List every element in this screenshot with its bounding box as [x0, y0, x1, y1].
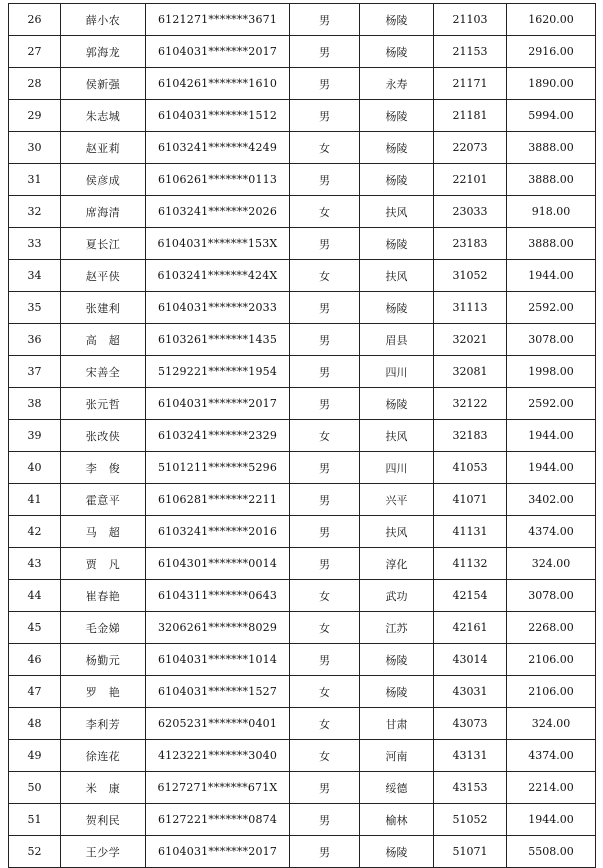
id-number-cell: 6104031*******2017: [146, 388, 290, 420]
amount-cell: 4374.00: [507, 516, 596, 548]
person-name-cell: 张改侠: [61, 420, 146, 452]
row-number-cell: 34: [9, 260, 61, 292]
id-number-cell: 6104301*******0014: [146, 548, 290, 580]
table-row: [9, 612, 596, 644]
person-name-cell: 薛小农: [61, 4, 146, 36]
origin-place-cell: 扶风: [360, 420, 434, 452]
origin-place-cell: 河南: [360, 740, 434, 772]
id-number-cell: 6104031*******1014: [146, 644, 290, 676]
code-number-cell: 43131: [434, 740, 507, 772]
id-number-cell: 5101211*******5296: [146, 452, 290, 484]
table-row: [9, 196, 596, 228]
table-row: [9, 644, 596, 676]
code-number-cell: 32183: [434, 420, 507, 452]
table-row: [9, 740, 596, 772]
table-row: [9, 4, 596, 36]
id-number-cell: 6104031*******2033: [146, 292, 290, 324]
person-name-cell: 高 超: [61, 324, 146, 356]
row-number-cell: 44: [9, 580, 61, 612]
code-number-cell: 41071: [434, 484, 507, 516]
gender-cell: 女: [290, 420, 360, 452]
table-row: [9, 772, 596, 804]
amount-cell: 1944.00: [507, 260, 596, 292]
person-name-cell: 张建利: [61, 292, 146, 324]
row-number-cell: 32: [9, 196, 61, 228]
table-row: [9, 292, 596, 324]
amount-cell: 2592.00: [507, 388, 596, 420]
origin-place-cell: 杨陵: [360, 676, 434, 708]
amount-cell: 1944.00: [507, 452, 596, 484]
gender-cell: 男: [290, 292, 360, 324]
amount-cell: 1944.00: [507, 804, 596, 836]
amount-cell: 918.00: [507, 196, 596, 228]
origin-place-cell: 扶风: [360, 260, 434, 292]
origin-place-cell: 榆林: [360, 804, 434, 836]
amount-cell: 2106.00: [507, 676, 596, 708]
id-number-cell: 6104031*******1512: [146, 100, 290, 132]
row-number-cell: 51: [9, 804, 61, 836]
gender-cell: 女: [290, 132, 360, 164]
row-number-cell: 49: [9, 740, 61, 772]
row-number-cell: 45: [9, 612, 61, 644]
row-number-cell: 42: [9, 516, 61, 548]
id-number-cell: 6104031*******1527: [146, 676, 290, 708]
origin-place-cell: 永寿: [360, 68, 434, 100]
gender-cell: 男: [290, 228, 360, 260]
table-row: [9, 132, 596, 164]
person-name-cell: 郭海龙: [61, 36, 146, 68]
amount-cell: 3078.00: [507, 324, 596, 356]
origin-place-cell: 杨陵: [360, 132, 434, 164]
table-row: [9, 356, 596, 388]
table-row: [9, 228, 596, 260]
gender-cell: 男: [290, 452, 360, 484]
row-number-cell: 39: [9, 420, 61, 452]
gender-cell: 男: [290, 804, 360, 836]
amount-cell: 4374.00: [507, 740, 596, 772]
origin-place-cell: 武功: [360, 580, 434, 612]
table-row: [9, 36, 596, 68]
gender-cell: 女: [290, 580, 360, 612]
amount-cell: 3402.00: [507, 484, 596, 516]
code-number-cell: 21181: [434, 100, 507, 132]
table-row: [9, 804, 596, 836]
roster-table: [8, 3, 596, 868]
id-number-cell: 4123221*******3040: [146, 740, 290, 772]
person-name-cell: 朱志城: [61, 100, 146, 132]
person-name-cell: 李 俊: [61, 452, 146, 484]
row-number-cell: 47: [9, 676, 61, 708]
origin-place-cell: 眉县: [360, 324, 434, 356]
code-number-cell: 41131: [434, 516, 507, 548]
code-number-cell: 32081: [434, 356, 507, 388]
origin-place-cell: 杨陵: [360, 836, 434, 868]
code-number-cell: 23033: [434, 196, 507, 228]
code-number-cell: 43073: [434, 708, 507, 740]
gender-cell: 女: [290, 260, 360, 292]
person-name-cell: 李利芳: [61, 708, 146, 740]
table-row: [9, 836, 596, 868]
amount-cell: 1998.00: [507, 356, 596, 388]
person-name-cell: 王少学: [61, 836, 146, 868]
row-number-cell: 35: [9, 292, 61, 324]
gender-cell: 女: [290, 676, 360, 708]
origin-place-cell: 兴平: [360, 484, 434, 516]
table-row: [9, 484, 596, 516]
gender-cell: 男: [290, 836, 360, 868]
row-number-cell: 27: [9, 36, 61, 68]
row-number-cell: 36: [9, 324, 61, 356]
id-number-cell: 6127221*******0874: [146, 804, 290, 836]
id-number-cell: 6127271*******671X: [146, 772, 290, 804]
gender-cell: 男: [290, 164, 360, 196]
gender-cell: 女: [290, 196, 360, 228]
origin-place-cell: 扶风: [360, 196, 434, 228]
gender-cell: 男: [290, 68, 360, 100]
id-number-cell: 6103241*******424X: [146, 260, 290, 292]
code-number-cell: 32021: [434, 324, 507, 356]
row-number-cell: 33: [9, 228, 61, 260]
table-row: [9, 100, 596, 132]
code-number-cell: 22101: [434, 164, 507, 196]
origin-place-cell: 杨陵: [360, 164, 434, 196]
origin-place-cell: 四川: [360, 452, 434, 484]
person-name-cell: 夏长江: [61, 228, 146, 260]
person-name-cell: 杨勤元: [61, 644, 146, 676]
row-number-cell: 41: [9, 484, 61, 516]
gender-cell: 男: [290, 100, 360, 132]
gender-cell: 男: [290, 388, 360, 420]
id-number-cell: 6121271*******3671: [146, 4, 290, 36]
code-number-cell: 51052: [434, 804, 507, 836]
code-number-cell: 43014: [434, 644, 507, 676]
table-row: [9, 388, 596, 420]
amount-cell: 1890.00: [507, 68, 596, 100]
gender-cell: 男: [290, 516, 360, 548]
gender-cell: 男: [290, 644, 360, 676]
person-name-cell: 贺利民: [61, 804, 146, 836]
amount-cell: 2106.00: [507, 644, 596, 676]
amount-cell: 5994.00: [507, 100, 596, 132]
id-number-cell: 6106261*******0113: [146, 164, 290, 196]
code-number-cell: 23183: [434, 228, 507, 260]
person-name-cell: 米 康: [61, 772, 146, 804]
table-row: [9, 548, 596, 580]
origin-place-cell: 扶风: [360, 516, 434, 548]
person-name-cell: 贾 凡: [61, 548, 146, 580]
id-number-cell: 6106281*******2211: [146, 484, 290, 516]
amount-cell: 3888.00: [507, 132, 596, 164]
gender-cell: 男: [290, 4, 360, 36]
origin-place-cell: 杨陵: [360, 292, 434, 324]
code-number-cell: 41053: [434, 452, 507, 484]
code-number-cell: 42154: [434, 580, 507, 612]
origin-place-cell: 甘肃: [360, 708, 434, 740]
origin-place-cell: 杨陵: [360, 100, 434, 132]
person-name-cell: 赵平侠: [61, 260, 146, 292]
amount-cell: 3888.00: [507, 228, 596, 260]
row-number-cell: 43: [9, 548, 61, 580]
person-name-cell: 张元哲: [61, 388, 146, 420]
row-number-cell: 46: [9, 644, 61, 676]
id-number-cell: 6104261*******1610: [146, 68, 290, 100]
row-number-cell: 37: [9, 356, 61, 388]
origin-place-cell: 杨陵: [360, 388, 434, 420]
row-number-cell: 29: [9, 100, 61, 132]
code-number-cell: 22073: [434, 132, 507, 164]
id-number-cell: 6104031*******2017: [146, 36, 290, 68]
person-name-cell: 徐连花: [61, 740, 146, 772]
row-number-cell: 40: [9, 452, 61, 484]
person-name-cell: 霍意平: [61, 484, 146, 516]
id-number-cell: 6103241*******2016: [146, 516, 290, 548]
origin-place-cell: 淳化: [360, 548, 434, 580]
table-row: [9, 324, 596, 356]
gender-cell: 男: [290, 772, 360, 804]
origin-place-cell: 江苏: [360, 612, 434, 644]
gender-cell: 男: [290, 548, 360, 580]
origin-place-cell: 四川: [360, 356, 434, 388]
amount-cell: 324.00: [507, 548, 596, 580]
id-number-cell: 3206261*******8029: [146, 612, 290, 644]
row-number-cell: 50: [9, 772, 61, 804]
code-number-cell: 21171: [434, 68, 507, 100]
id-number-cell: 6103241*******2026: [146, 196, 290, 228]
id-number-cell: 6103261*******1435: [146, 324, 290, 356]
amount-cell: 1620.00: [507, 4, 596, 36]
row-number-cell: 38: [9, 388, 61, 420]
id-number-cell: 6104031*******2017: [146, 836, 290, 868]
row-number-cell: 31: [9, 164, 61, 196]
person-name-cell: 赵亚莉: [61, 132, 146, 164]
code-number-cell: 32122: [434, 388, 507, 420]
row-number-cell: 52: [9, 836, 61, 868]
person-name-cell: 宋善全: [61, 356, 146, 388]
table-row: [9, 452, 596, 484]
table-row: [9, 164, 596, 196]
amount-cell: 2592.00: [507, 292, 596, 324]
table-row: [9, 708, 596, 740]
origin-place-cell: 杨陵: [360, 644, 434, 676]
amount-cell: 324.00: [507, 708, 596, 740]
amount-cell: 2214.00: [507, 772, 596, 804]
origin-place-cell: 杨陵: [360, 228, 434, 260]
origin-place-cell: 绥德: [360, 772, 434, 804]
table-row: [9, 420, 596, 452]
gender-cell: 男: [290, 36, 360, 68]
person-name-cell: 毛金娣: [61, 612, 146, 644]
id-number-cell: 6103241*******4249: [146, 132, 290, 164]
table-row: [9, 260, 596, 292]
origin-place-cell: 杨陵: [360, 4, 434, 36]
row-number-cell: 48: [9, 708, 61, 740]
id-number-cell: 6104311*******0643: [146, 580, 290, 612]
id-number-cell: 6205231*******0401: [146, 708, 290, 740]
table-row: [9, 676, 596, 708]
roster-body: [9, 4, 596, 868]
row-number-cell: 28: [9, 68, 61, 100]
gender-cell: 女: [290, 708, 360, 740]
id-number-cell: 6104031*******153X: [146, 228, 290, 260]
amount-cell: 3888.00: [507, 164, 596, 196]
person-name-cell: 罗 艳: [61, 676, 146, 708]
gender-cell: 男: [290, 356, 360, 388]
row-number-cell: 30: [9, 132, 61, 164]
amount-cell: 2268.00: [507, 612, 596, 644]
code-number-cell: 21153: [434, 36, 507, 68]
code-number-cell: 31052: [434, 260, 507, 292]
gender-cell: 女: [290, 740, 360, 772]
code-number-cell: 43031: [434, 676, 507, 708]
table-row: [9, 516, 596, 548]
table-row: [9, 68, 596, 100]
person-name-cell: 崔春艳: [61, 580, 146, 612]
table-row: [9, 580, 596, 612]
amount-cell: 1944.00: [507, 420, 596, 452]
id-number-cell: 6103241*******2329: [146, 420, 290, 452]
code-number-cell: 43153: [434, 772, 507, 804]
code-number-cell: 41132: [434, 548, 507, 580]
person-name-cell: 席海清: [61, 196, 146, 228]
id-number-cell: 5129221*******1954: [146, 356, 290, 388]
code-number-cell: 31113: [434, 292, 507, 324]
amount-cell: 3078.00: [507, 580, 596, 612]
person-name-cell: 侯新强: [61, 68, 146, 100]
person-name-cell: 马 超: [61, 516, 146, 548]
code-number-cell: 51071: [434, 836, 507, 868]
gender-cell: 男: [290, 484, 360, 516]
gender-cell: 女: [290, 612, 360, 644]
amount-cell: 5508.00: [507, 836, 596, 868]
origin-place-cell: 杨陵: [360, 36, 434, 68]
person-name-cell: 侯彦成: [61, 164, 146, 196]
row-number-cell: 26: [9, 4, 61, 36]
code-number-cell: 21103: [434, 4, 507, 36]
gender-cell: 男: [290, 324, 360, 356]
amount-cell: 2916.00: [507, 36, 596, 68]
code-number-cell: 42161: [434, 612, 507, 644]
